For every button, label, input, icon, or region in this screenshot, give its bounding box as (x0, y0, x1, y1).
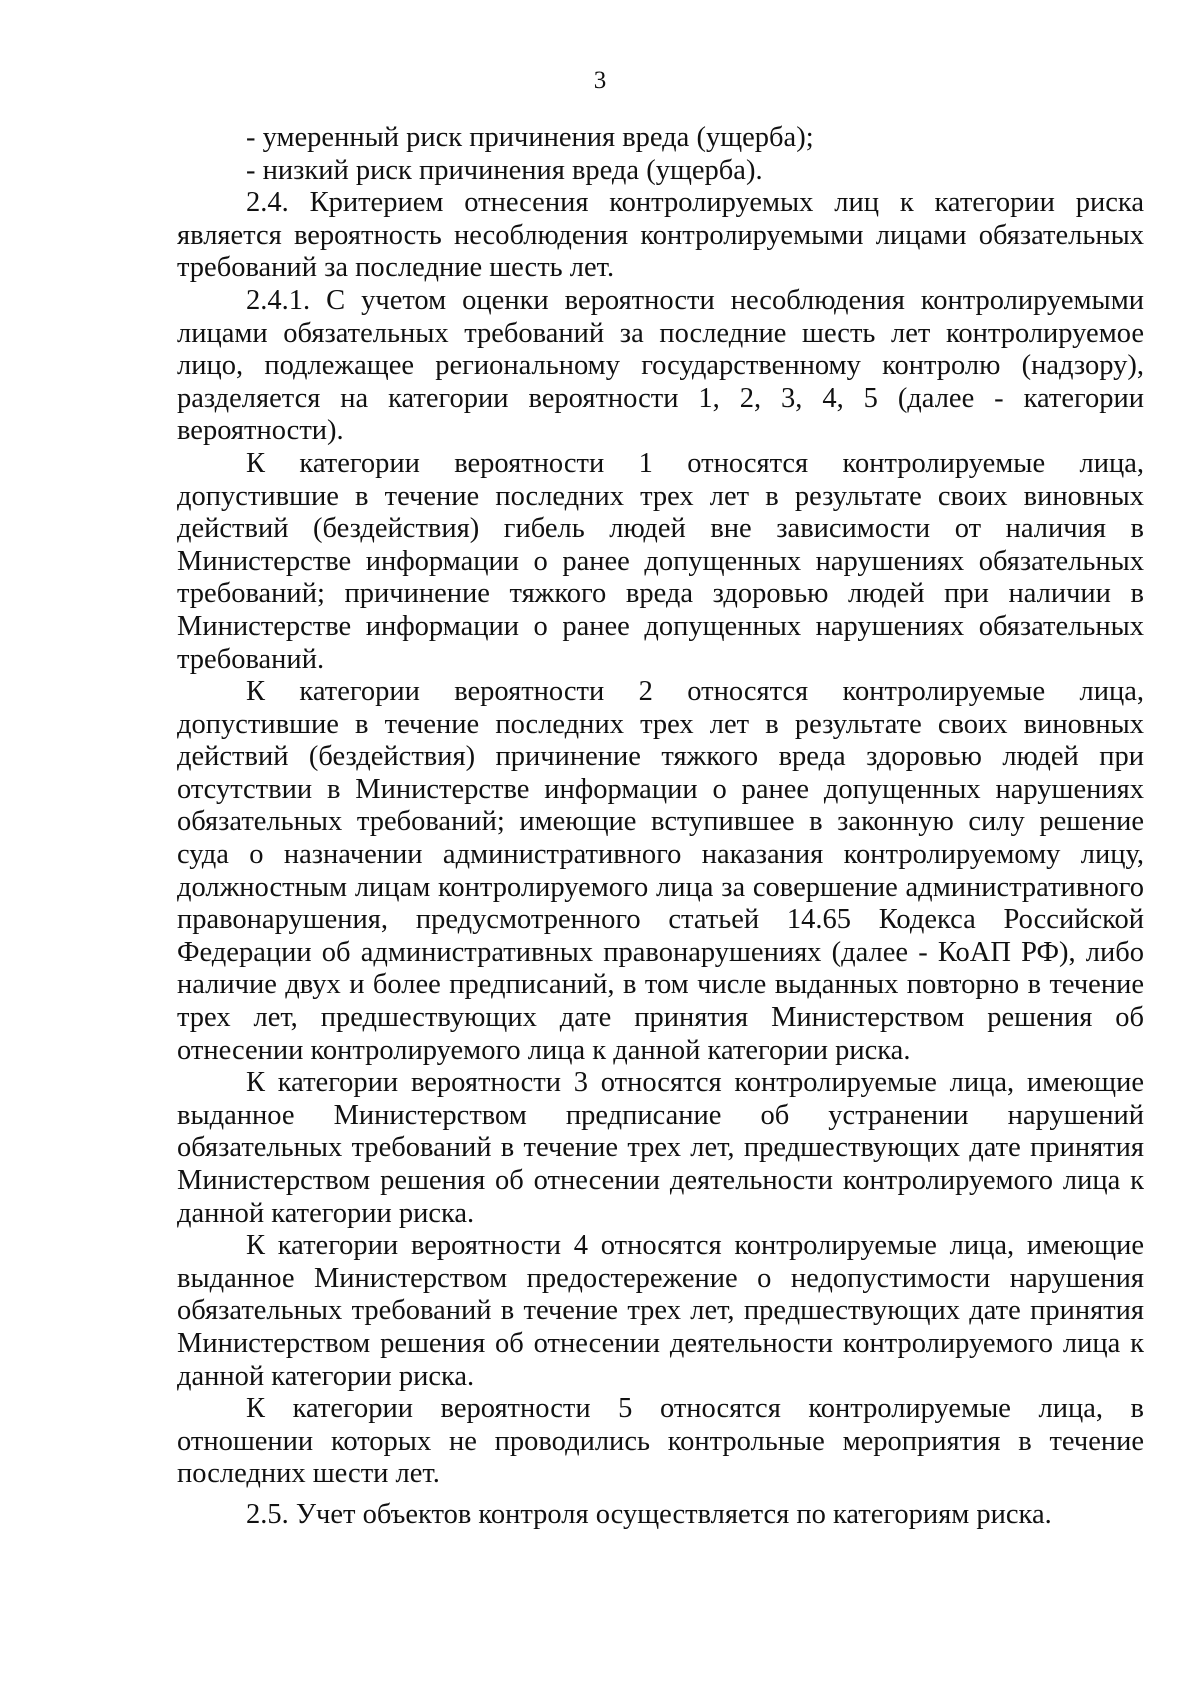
clause-2-4: 2.4. Критерием отнесения контролируемых лиц к категории риска является вероятность несоблюдения контролируемыми лицами обязательных требований за последние шесть лет. (177, 187, 1144, 284)
probability-category-3: К категории вероятности 3 относятся контролируемые лица, имеющие выданное Министерством предписание об устранении нарушений обязательных требований в течение трех лет, предшествующих дате принятия Министерством решения об отнесении деятельности контролируемого лица к данной категории риска. (177, 1067, 1144, 1229)
risk-level-low: - низкий риск причинения вреда (ущерба). (246, 154, 763, 186)
page-number: 3 (593, 67, 607, 94)
document-body (177, 122, 1144, 1532)
probability-category-2: К категории вероятности 2 относятся контролируемые лица, допустившие в течение последних трех лет в результате своих виновных действий (бездействия) причинение тяжкого вреда здоровью людей при отсутствии в Министерстве информации о ранее допущенных нарушениях обязательных требований; имеющие вступившее в законную силу решение суда о назначении административного наказания контролируемому лицу, должностным лицам контролируемого лица за совершение административного правонарушения, предусмотренного статьей 14.65 Кодекса Российской Федерации об административных правонарушениях (далее - КоАП РФ), либо наличие двух и более предписаний, в том числе выданных повторно в течение трех лет, предшествующих дате принятия Министерством решения об отнесении контролируемого лица к данной категории риска. (177, 676, 1144, 1066)
clause-2-4-1: 2.4.1. С учетом оценки вероятности несоблюдения контролируемыми лицами обязательных требований за последние шесть лет контролируемое лицо, подлежащее региональному государственному контролю (надзору), разделяется на категории вероятности 1, 2, 3, 4, 5 (далее - категории вероятности). (177, 284, 1144, 447)
probability-category-1: К категории вероятности 1 относятся контролируемые лица, допустившие в течение последних трех лет в результате своих виновных действий (бездействия) гибель людей вне зависимости от наличия в Министерстве информации о ранее допущенных нарушениях обязательных требований; причинение тяжкого вреда здоровью людей при наличии в Министерстве информации о ранее допущенных нарушениях обязательных требований. (177, 447, 1144, 675)
clause-2-5: 2.5. Учет объектов контроля осуществляется по категориям риска. (246, 1498, 1052, 1530)
probability-category-5: К категории вероятности 5 относятся контролируемые лица, в отношении которых не проводились контрольные мероприятия в течение последних шести лет. (177, 1393, 1144, 1490)
probability-category-4: К категории вероятности 4 относятся контролируемые лица, имеющие выданное Министерством предостережение о недопустимости нарушения обязательных требований в течение трех лет, предшествующих дате принятия Министерством решения об отнесении деятельности контролируемого лица к данной категории риска. (177, 1230, 1144, 1392)
risk-level-moderate: - умеренный риск причинения вреда (ущерба); (246, 122, 814, 153)
